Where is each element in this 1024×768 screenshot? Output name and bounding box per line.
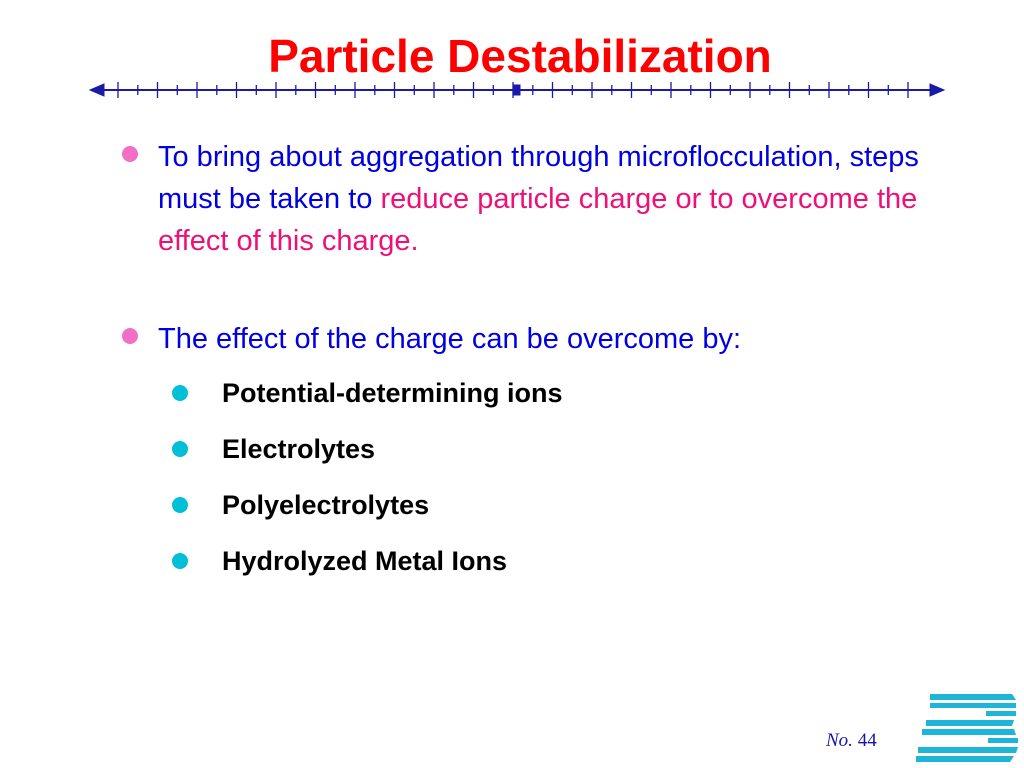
- bullet-dot-1: [122, 146, 138, 162]
- sub-item-1: Potential-determining ions: [222, 378, 563, 408]
- page-number-value: 44: [857, 730, 877, 751]
- bullet-text-1-accent: reduce particle charge or to overcome the effect of this charge.: [158, 183, 918, 257]
- sub-item-4: Hydrolyzed Metal Ions: [222, 546, 508, 576]
- page-number: [826, 730, 877, 752]
- page-number-label: No.: [826, 730, 853, 751]
- bullet-text-1-main: To bring about aggregation through microflocculation, steps must be taken to: [158, 141, 919, 215]
- slide-title: Particle Destabilization: [268, 30, 772, 82]
- sub-item-3: Polyelectrolytes: [222, 490, 430, 520]
- sub-bullet-dot-2: [172, 441, 188, 457]
- bullet-dot-2: [122, 328, 138, 344]
- bullet-text-2: The effect of the charge can be overcome by:: [158, 323, 742, 355]
- logo-icon: [916, 692, 1020, 764]
- bullet-text-1: [158, 136, 938, 262]
- sub-bullet-dot-3: [172, 497, 188, 513]
- sub-bullet-dot-4: [172, 553, 188, 569]
- sub-item-2: Electrolytes: [222, 434, 376, 464]
- sub-bullet-dot-1: [172, 385, 188, 401]
